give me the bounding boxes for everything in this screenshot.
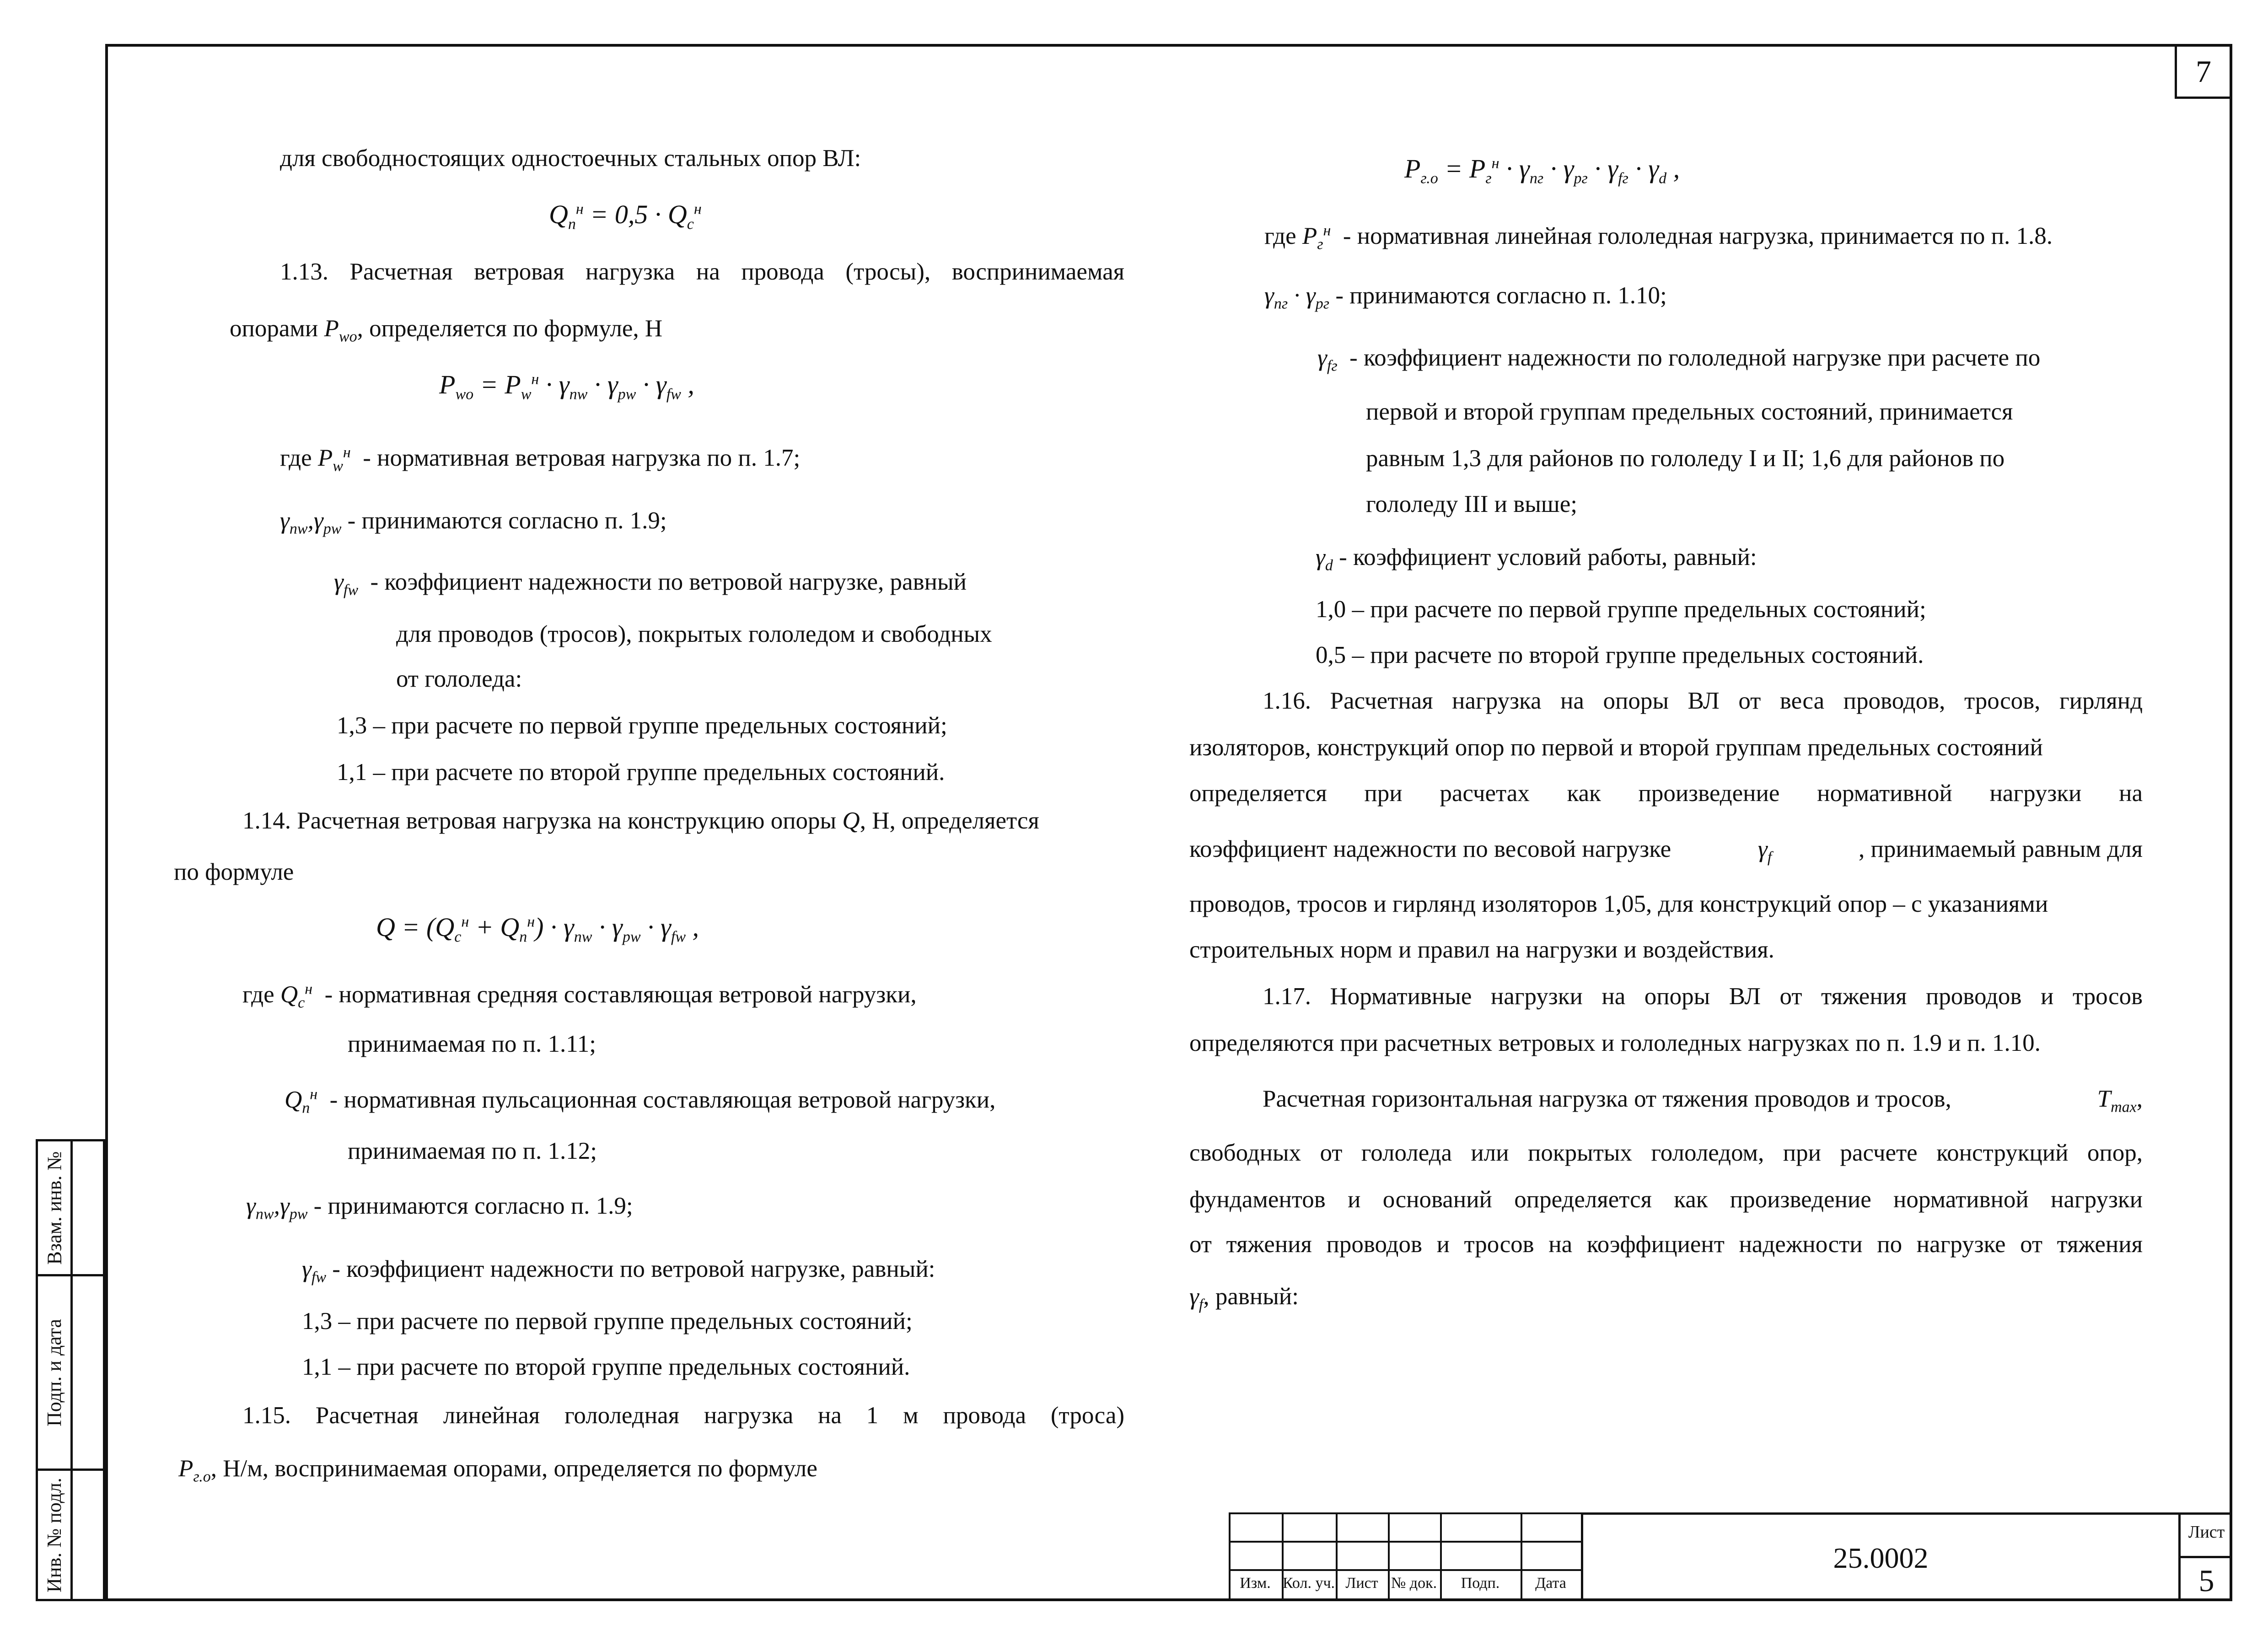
text-fragment: - принимаются согласно п. 1.9; <box>313 1193 633 1219</box>
symbol-gamma-f: $\gamma_f$ <box>1189 1283 1204 1313</box>
text-line: принимаемая по п. 1.11; <box>348 1031 596 1057</box>
text-line <box>1317 344 2041 375</box>
text-fragment: - принимаются согласно п. 1.9; <box>347 507 667 534</box>
paragraph-1-16: 1.16. Расчетная нагрузка на опоры ВЛ от веса проводов, тросов, гирлянд <box>1263 688 2143 714</box>
text-fragment: - коэффициент надежности по ветровой нагрузке, равный <box>370 569 967 595</box>
symbol-gamma-fw: $\gamma_{fw}$ <box>334 569 359 599</box>
text-fragment: , Н/м, воспринимаемая опорами, определяется по формуле <box>210 1455 817 1482</box>
text-fragment: опорами <box>230 315 318 342</box>
text-line: по формуле <box>174 859 294 885</box>
symbol-gamma-nw-pw: $\gamma_{nw},\gamma_{pw}$ <box>280 507 342 538</box>
text-line: 1,1 – при расчете по второй группе предельных состояний. <box>337 759 945 785</box>
header-date: Дата <box>1535 1575 1566 1592</box>
text-line-justified: фундаментов и оснований определяется как произведение нормативной нагрузки <box>1189 1186 2143 1213</box>
text-line: 1,3 – при расчете по первой группе предельных состояний; <box>302 1308 913 1334</box>
text-line: для проводов (тросов), покрытых гололедом и свободных <box>396 621 992 647</box>
text-fragment: коэффициент надежности по весовой нагрузке <box>1189 836 1671 862</box>
symbol-qp: $Q_п^н$ <box>285 1086 318 1117</box>
text-line <box>1263 1086 2143 1116</box>
header-sign: Подп. <box>1461 1575 1500 1592</box>
text-fragment: Расчетная горизонтальная нагрузка от тяжения проводов и тросов, <box>1263 1086 1951 1112</box>
side-stamp-replaced-inv <box>36 1139 105 1276</box>
text-fragment: где <box>1264 223 1296 249</box>
text-fragment: - коэффициент условий работы, равный: <box>1339 544 1757 570</box>
document-number: 25.0002 <box>1581 1512 2178 1601</box>
header-list: Лист <box>1345 1575 1378 1592</box>
text-fragment: , определяется по формуле, Н <box>357 315 663 342</box>
side-label-sign-date: Подп. и дата <box>43 1318 65 1426</box>
text-fragment: - принимаются согласно п. 1.10; <box>1335 282 1667 309</box>
paragraph-1-15: 1.15. Расчетная линейная гололедная нагрузка на 1 м провода (троса) <box>242 1402 1124 1429</box>
text-fragment: , <box>2136 1086 2143 1112</box>
header-kol-uch: Кол. уч. <box>1282 1575 1335 1592</box>
symbol-gamma-f: $\gamma_f$ <box>1757 836 1772 866</box>
formula-pgo: $P_{г.о} = P_г^н \cdot \gamma_{пг} \cdot \gamma_{pг} \cdot \gamma_{fг} \cdot \gamma_d$ , <box>1404 154 1680 187</box>
header-izm: Изм. <box>1240 1575 1271 1592</box>
text-line: проводов, тросов и гирлянд изоляторов 1,05, для конструкций опор – с указаниями <box>1189 891 2048 917</box>
formula-qp: $Q_п^н = 0,5 \cdot Q_c^н$ <box>549 199 702 233</box>
text-fragment: - нормативная линейная гололедная нагрузка, принимается по п. 1.8. <box>1343 223 2053 249</box>
sheet-label: Лист <box>2188 1522 2225 1542</box>
symbol-pgo: $P_{г.о}$ <box>178 1455 211 1485</box>
text-line <box>1189 836 2143 866</box>
text-line: 1,3 – при расчете по первой группе предельных состояний; <box>337 712 947 739</box>
text-line <box>242 809 1039 833</box>
text-line: для свободностоящих одностоечных стальных опор ВЛ: <box>280 145 861 172</box>
title-block <box>1229 1512 2232 1601</box>
text-line: принимаемая по п. 1.12; <box>348 1138 597 1164</box>
text-line: строительных норм и правил на нагрузки и воздействия. <box>1189 936 1774 963</box>
text-fragment: где <box>280 445 312 471</box>
symbol-gamma-d: $\gamma_d$ <box>1316 544 1333 574</box>
text-line <box>1264 222 2053 253</box>
symbol-tmax: $T_{max}$ <box>2097 1086 2137 1116</box>
text-line: гололеду III и выше; <box>1366 491 1577 517</box>
symbol-q: Q <box>842 807 860 834</box>
text-fragment: - коэффициент надежности по гололедной нагрузке при расчете по <box>1349 344 2041 371</box>
text-line: первой и второй группам предельных состояний, принимается <box>1366 398 2013 425</box>
symbol-pw: $P_w^н$ <box>317 444 351 475</box>
text-fragment: - коэффициент надежности по ветровой нагрузке, равный: <box>332 1256 935 1282</box>
text-line: определяются при расчетных ветровых и гололедных нагрузках по п. 1.9 и п. 1.10. <box>1189 1030 2041 1056</box>
text-line <box>334 569 967 599</box>
symbol-qc: $Q_c^н$ <box>280 980 313 1011</box>
header-doc-no: № док. <box>1391 1575 1437 1592</box>
text-fragment: , Н, определяется <box>860 807 1039 834</box>
text-line <box>1264 282 1667 312</box>
text-line <box>285 1086 996 1117</box>
text-line <box>230 315 663 345</box>
text-fragment: - нормативная средняя составляющая ветровой нагрузки, <box>324 981 917 1008</box>
text-line <box>302 1256 935 1286</box>
text-line: от гололеда: <box>396 666 522 692</box>
text-line <box>242 980 917 1011</box>
text-line <box>280 507 667 538</box>
symbol-pg: $P_г^н$ <box>1302 222 1331 253</box>
paragraph-1-13: 1.13. Расчетная ветровая нагрузка на провода (тросы), воспринимаемая <box>280 258 1124 285</box>
text-line-justified: определяется при расчетах как произведение нормативной нагрузки на <box>1189 780 2143 807</box>
text-fragment: 1.14. Расчетная ветровая нагрузка на конструкцию опоры <box>242 807 837 834</box>
text-line <box>1189 1283 1299 1313</box>
text-fragment: , принимаемый равным для <box>1858 836 2143 862</box>
text-line-justified: от тяжения проводов и тросов на коэффициент надежности по нагрузке от тяжения <box>1189 1231 2143 1258</box>
formula-pwo: $P_{wo} = P_w^н \cdot \gamma_{nw} \cdot \gamma_{pw} \cdot \gamma_{fw}$ , <box>439 370 694 403</box>
text-fragment: где <box>242 981 274 1008</box>
symbol-pwo: $P_{wo}$ <box>324 315 357 345</box>
paragraph-1-17: 1.17. Нормативные нагрузки на опоры ВЛ от тяжения проводов и тросов <box>1263 983 2143 1010</box>
text-line <box>246 1193 633 1223</box>
symbol-gamma-fw: $\gamma_{fw}$ <box>302 1256 327 1286</box>
side-label-inv-original: Инв. № подл. <box>43 1477 66 1592</box>
text-line: 0,5 – при расчете по второй группе предельных состояний. <box>1316 642 1924 668</box>
side-label-replaced-inv: Взам. инв. № <box>43 1151 66 1264</box>
text-line <box>1316 544 1757 574</box>
sheet-box <box>2178 1512 2232 1601</box>
text-line-justified: свободных от гололеда или покрытых гололедом, при расчете конструкций опор, <box>1189 1140 2143 1166</box>
text-line: 1,0 – при расчете по первой группе предельных состояний; <box>1316 596 1926 623</box>
sheet-number: 5 <box>2181 1556 2232 1603</box>
text-fragment: - нормативная ветровая нагрузка по п. 1.7; <box>363 445 801 471</box>
symbol-gamma-pg: $\gamma_{пг} \cdot \gamma_{pг}$ <box>1264 282 1330 312</box>
text-fragment <box>2097 1086 2143 1116</box>
text-fragment: - нормативная пульсационная составляющая ветровой нагрузки, <box>329 1087 996 1113</box>
symbol-gamma-nw-pw: $\gamma_{nw},\gamma_{pw}$ <box>246 1193 308 1223</box>
text-fragment: , равный: <box>1203 1283 1299 1310</box>
text-line: изоляторов, конструкций опор по первой и второй группам предельных состояний <box>1189 734 2043 761</box>
formula-q: $Q = (Q_c^н + Q_п^н) \cdot \gamma_{nw} \cdot \gamma_{pw} \cdot \gamma_{fw}$ , <box>376 912 699 946</box>
revision-grid <box>1229 1512 1581 1601</box>
side-stamp-inv-original <box>36 1469 105 1601</box>
side-stamp-sign-date <box>36 1274 105 1471</box>
page-number-corner: 7 <box>2175 44 2232 99</box>
symbol-gamma-fg: $\gamma_{fг}$ <box>1317 344 1338 375</box>
text-line: равным 1,3 для районов по гололеду I и II; 1,6 для районов по <box>1366 445 2005 472</box>
text-line <box>280 444 801 475</box>
text-line <box>178 1455 817 1485</box>
text-line: 1,1 – при расчете по второй группе предельных состояний. <box>302 1354 910 1380</box>
